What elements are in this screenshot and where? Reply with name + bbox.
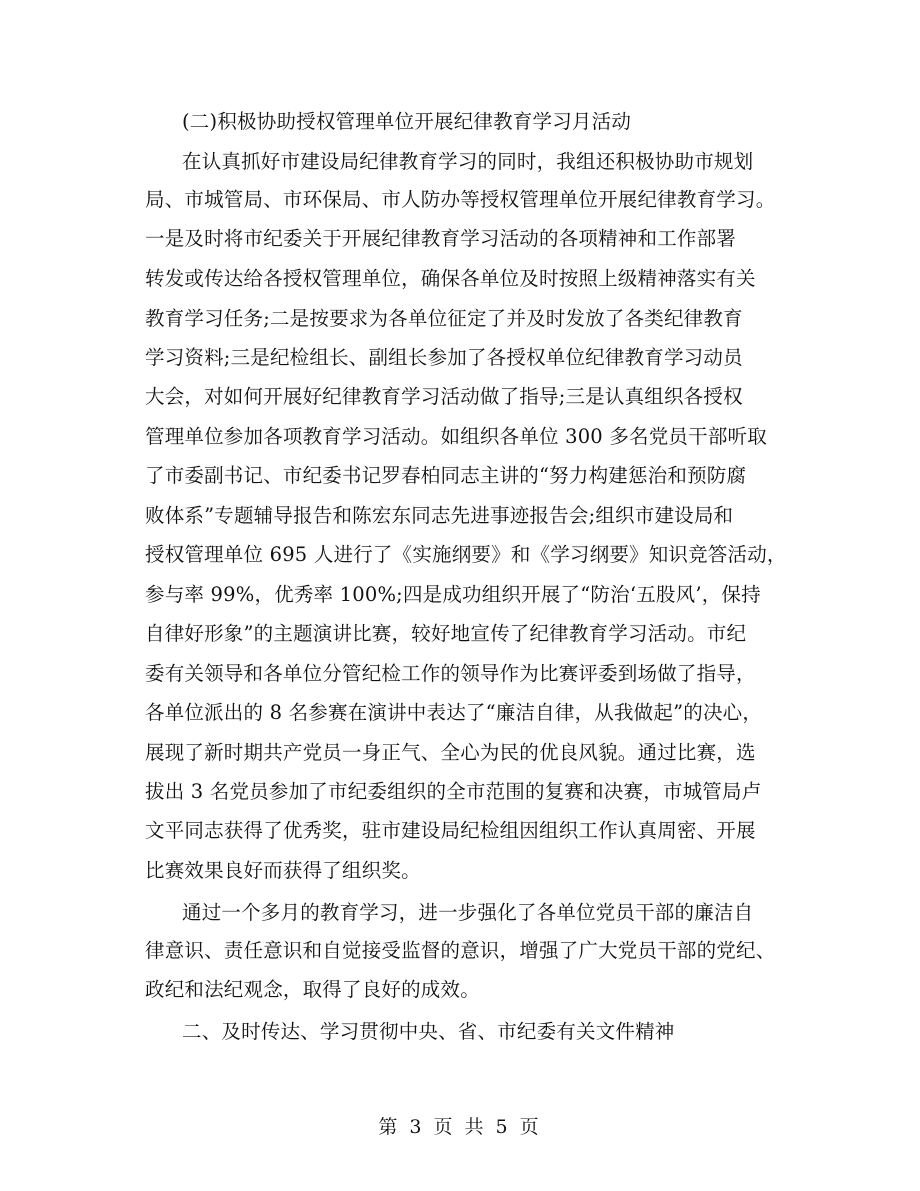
section-heading: 二、及时传达、学习贯彻中央、省、市纪委有关文件精神	[182, 1020, 675, 1043]
paragraph-line: 展现了新时期共产党员一身正气、全心为民的优良风貌。通过比赛，选	[145, 741, 756, 764]
paragraph-line: 参与率 99%，优秀率 100%;四是成功组织开展了“防治‘五股风’，保持	[145, 583, 761, 606]
paragraph-line: 自律好形象”的主题演讲比赛，较好地宣传了纪律教育学习活动。市纪	[145, 622, 747, 645]
paragraph-line: 学习资料;三是纪检组长、副组长参加了各授权单位纪律教育学习动员	[145, 346, 743, 369]
paragraph-line: 一是及时将市纪委关于开展纪律教育学习活动的各项精神和工作部署	[145, 227, 737, 250]
paragraph-line: 大会，对如何开展好纪律教育学习活动做了指导;三是认真组织各授权	[145, 385, 743, 408]
paragraph-line: 管理单位参加各项教育学习活动。如组织各单位 300 多名党员干部听取	[145, 425, 767, 448]
page-footer: 第 3 页 共 5 页	[378, 1116, 542, 1138]
paragraph-line: 转发或传达给各授权管理单位，确保各单位及时按照上级精神落实有关	[145, 267, 756, 290]
paragraph-line: 授权管理单位 695 人进行了《实施纲要》和《学习纲要》知识竞答活动，	[145, 543, 787, 566]
paragraph-line: 在认真抓好市建设局纪律教育学习的同时，我组还积极协助市规划	[182, 150, 754, 173]
paragraph-line: 比赛效果良好而获得了组织奖。	[145, 859, 421, 882]
paragraph-line: 各单位派出的 8 名参赛在演讲中表达了“廉洁自律，从我做起”的决心，	[145, 701, 763, 724]
paragraph-line: 委有关领导和各单位分管纪检工作的领导作为比赛评委到场做了指导，	[145, 662, 756, 685]
paragraph-line: 文平同志获得了优秀奖，驻市建设局纪检组因组织工作认真周密、开展	[145, 819, 756, 842]
paragraph-line: 律意识、责任意识和自觉接受监督的意识，增强了广大党员干部的党纪、	[145, 939, 776, 962]
paragraph-line: 了市委副书记、市纪委书记罗春柏同志主讲的“努力构建惩治和预防腐	[145, 464, 747, 487]
paragraph-line: 败体系”专题辅导报告和陈宏东同志先进事迹报告会;组织市建设局和	[145, 504, 734, 527]
paragraph-line: 局、市城管局、市环保局、市人防办等授权管理单位开展纪律教育学习。	[145, 188, 776, 211]
paragraph-line: 政纪和法纪观念，取得了良好的成效。	[145, 978, 480, 1001]
subsection-heading: (二)积极协助授权管理单位开展纪律教育学习月活动	[182, 110, 632, 133]
paragraph-line: 教育学习任务;二是按要求为各单位征定了并及时发放了各类纪律教育	[145, 307, 743, 330]
paragraph-line: 通过一个多月的教育学习，进一步强化了各单位党员干部的廉洁自	[182, 901, 754, 924]
paragraph-line: 拔出 3 名党员参加了市纪委组织的全市范围的复赛和决赛，市城管局卢	[145, 780, 762, 803]
